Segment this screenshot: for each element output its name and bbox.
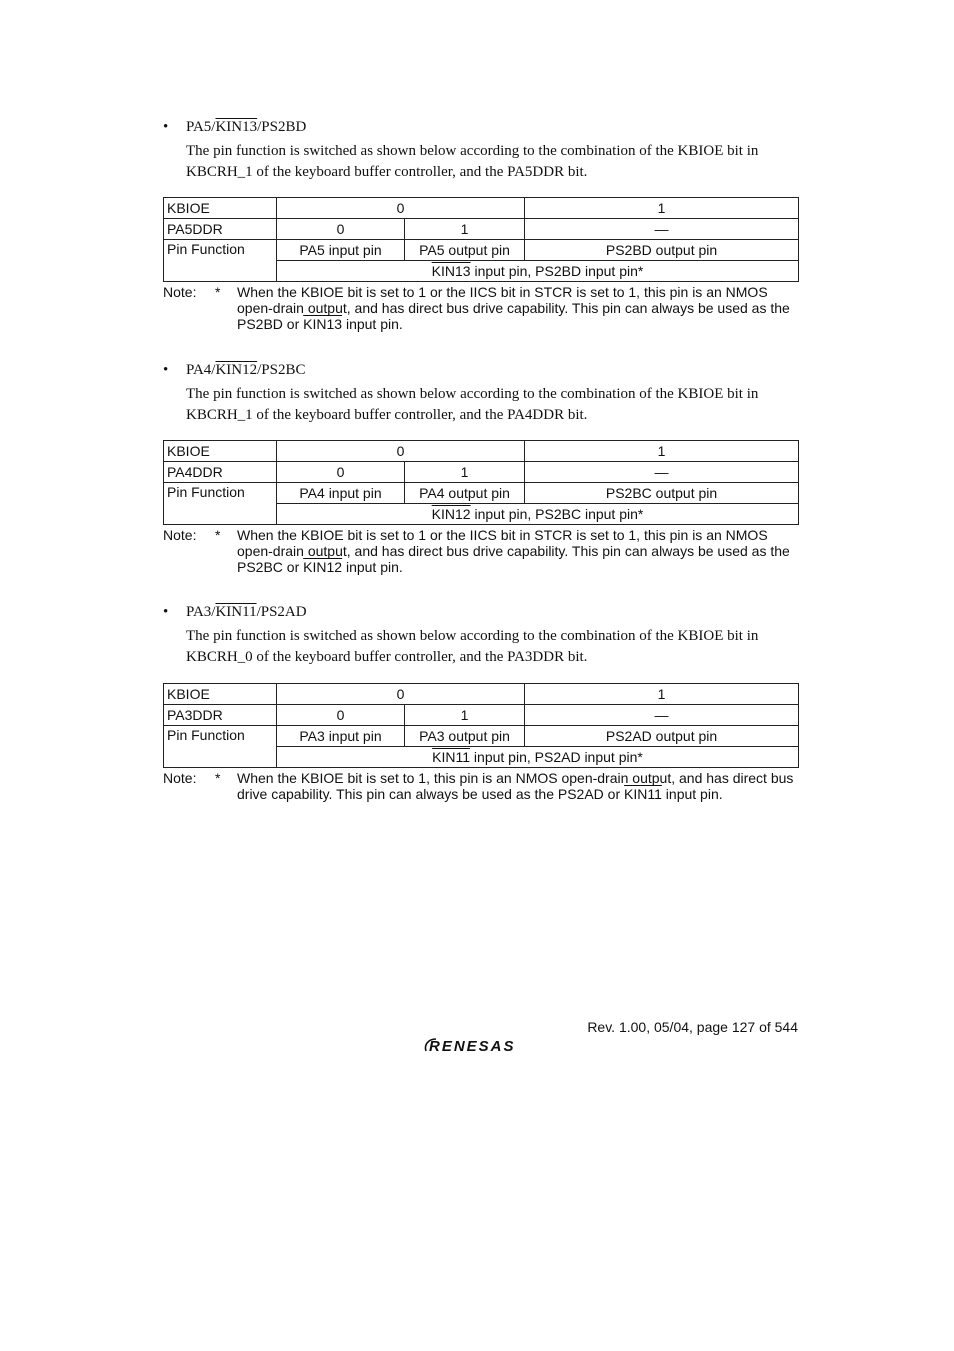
note-text-part: When the KBIOE bit is set to 1 or the IICS bit in STCR is set to 1, this pin is an NMOS open-drain output, and has direct bus drive capability. This pin can always be used as the PS2BC or xyxy=(237,527,790,575)
table-cell: — xyxy=(525,219,799,240)
footnote-marker: * xyxy=(637,262,644,279)
svg-text:RENESAS: RENESAS xyxy=(429,1038,516,1055)
table-cell xyxy=(277,261,799,282)
heading-overlined-pin: KIN13 xyxy=(215,119,258,135)
overlined-pin: KIN11 xyxy=(624,786,662,802)
overlined-pin: KIN13 xyxy=(431,262,471,279)
heading-prefix: PA5/ xyxy=(186,119,216,135)
renesas-logo xyxy=(420,1034,544,1056)
table-note xyxy=(163,770,799,802)
table-row xyxy=(164,198,799,219)
cell-text: input pin, PS2BC input pin xyxy=(470,505,638,522)
table-row xyxy=(164,441,799,462)
table-cell: 1 xyxy=(405,462,525,483)
table-cell: PS2BD output pin xyxy=(525,240,799,261)
table-cell: 0 xyxy=(277,219,405,240)
note-text-part: input pin. xyxy=(342,316,403,332)
footnote-marker: * xyxy=(637,505,644,522)
section-pa3 xyxy=(163,602,799,802)
note-text-part: When the KBIOE bit is set to 1, this pin is an NMOS open-drain output, and has direct bus drive capability. This pin can always be used as the PS2AD or xyxy=(237,770,794,802)
note-text-part: input pin. xyxy=(342,559,403,575)
row-label: Pin Function xyxy=(164,240,277,282)
section-description: The pin function is switched as shown below according to the combination of the KBIOE bit in KBCRH_0 of the keyboard buffer controller, and the PA3DDR bit. xyxy=(186,628,759,665)
table-cell: 0 xyxy=(277,705,405,726)
row-label: PA5DDR xyxy=(164,219,277,240)
note-text-part: When the KBIOE bit is set to 1 or the IICS bit in STCR is set to 1, this pin is an NMOS open-drain output, and has direct bus drive capability. This pin can always be used as the PS2BD or xyxy=(237,284,790,332)
row-label: KBIOE xyxy=(164,198,277,219)
table-note xyxy=(163,284,799,332)
table-cell: 1 xyxy=(525,684,799,705)
section-description: The pin function is switched as shown below according to the combination of the KBIOE bit in KBCRH_1 of the keyboard buffer controller, and the PA4DDR bit. xyxy=(186,386,759,423)
table-cell: PA5 output pin xyxy=(405,240,525,261)
table-cell: — xyxy=(525,705,799,726)
table-cell: PS2AD output pin xyxy=(525,726,799,747)
heading-overlined-pin: KIN11 xyxy=(215,604,257,620)
note-label: Note: xyxy=(163,284,197,300)
footnote-marker: * xyxy=(637,748,643,765)
cell-text: input pin, PS2AD input pin xyxy=(470,748,638,765)
table-row xyxy=(164,240,799,261)
table-row xyxy=(164,462,799,483)
overlined-pin: KIN12 xyxy=(431,505,471,522)
table-row xyxy=(164,684,799,705)
overlined-pin: KIN12 xyxy=(303,559,343,575)
section-pa5 xyxy=(163,117,799,332)
section-heading xyxy=(163,117,799,137)
cell-text: input pin, PS2BD input pin xyxy=(470,262,638,279)
table-cell: PA5 input pin xyxy=(277,240,405,261)
table-cell xyxy=(277,504,799,525)
table-cell: PA4 input pin xyxy=(277,483,405,504)
heading-suffix: /PS2BC xyxy=(257,362,306,378)
footnote-marker: * xyxy=(215,284,221,300)
footnote-marker: * xyxy=(215,527,221,543)
row-label: Pin Function xyxy=(164,726,277,768)
table-row xyxy=(164,705,799,726)
table-note xyxy=(163,527,799,575)
table-row xyxy=(164,483,799,504)
table-cell: PA3 input pin xyxy=(277,726,405,747)
pin-function-table xyxy=(163,683,799,768)
overlined-pin: KIN11 xyxy=(432,748,471,765)
pin-function-table xyxy=(163,440,799,525)
section-pa4 xyxy=(163,360,799,575)
note-label: Note: xyxy=(163,770,197,786)
table-cell: PA4 output pin xyxy=(405,483,525,504)
row-label: PA4DDR xyxy=(164,462,277,483)
heading-overlined-pin: KIN12 xyxy=(215,362,258,378)
bullet: • xyxy=(163,362,169,378)
table-row xyxy=(164,726,799,747)
table-cell: 1 xyxy=(525,198,799,219)
footnote-marker: * xyxy=(215,770,221,786)
row-label: Pin Function xyxy=(164,483,277,525)
page-footer: Rev. 1.00, 05/04, page 127 of 544 xyxy=(587,1019,798,1035)
bullet: • xyxy=(163,604,169,620)
heading-suffix: /PS2BD xyxy=(257,119,307,135)
heading-prefix: PA4/ xyxy=(186,362,216,378)
note-text xyxy=(237,284,797,332)
note-text xyxy=(237,770,797,802)
row-label: PA3DDR xyxy=(164,705,277,726)
section-heading xyxy=(163,602,799,622)
note-text-part: input pin. xyxy=(661,786,723,802)
overlined-pin: KIN13 xyxy=(303,316,343,332)
bullet: • xyxy=(163,119,169,135)
note-text xyxy=(237,527,797,575)
table-cell: 0 xyxy=(277,462,405,483)
heading-suffix: /PS2AD xyxy=(256,604,307,620)
table-cell: 1 xyxy=(525,441,799,462)
table-cell: PS2BC output pin xyxy=(525,483,799,504)
table-cell: 1 xyxy=(405,219,525,240)
table-row xyxy=(164,219,799,240)
table-cell: PA3 output pin xyxy=(405,726,525,747)
table-cell: 0 xyxy=(277,684,525,705)
table-cell: 0 xyxy=(277,441,525,462)
heading-prefix: PA3/ xyxy=(186,604,216,620)
pin-function-table xyxy=(163,197,799,282)
section-heading xyxy=(163,360,799,380)
row-label: KBIOE xyxy=(164,684,277,705)
table-cell: — xyxy=(525,462,799,483)
table-cell xyxy=(277,747,799,768)
table-cell: 0 xyxy=(277,198,525,219)
row-label: KBIOE xyxy=(164,441,277,462)
table-cell: 1 xyxy=(405,705,525,726)
section-description: The pin function is switched as shown below according to the combination of the KBIOE bit in KBCRH_1 of the keyboard buffer controller, and the PA5DDR bit. xyxy=(186,143,759,180)
note-label: Note: xyxy=(163,527,197,543)
